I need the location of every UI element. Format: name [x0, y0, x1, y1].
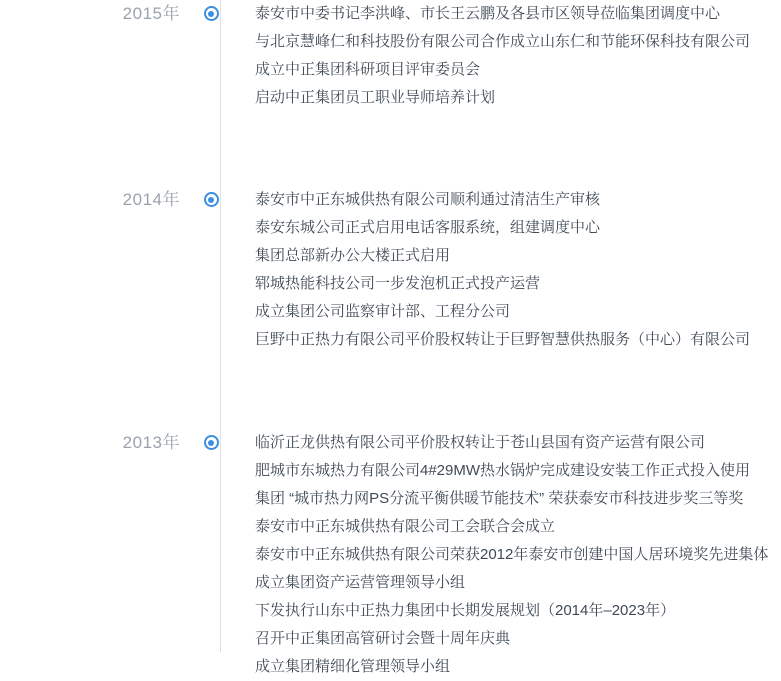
list-item: 成立集团公司监察审计部、工程分公司 [255, 303, 511, 320]
timeline-marker-icon [204, 6, 219, 21]
timeline-marker-icon [204, 192, 219, 207]
timeline-year-label: 2015年 [122, 4, 180, 23]
list-item: 与北京慧峰仁和科技股份有限公司合作成立山东仁和节能环保科技有限公司 [255, 33, 751, 50]
timeline-marker-column [200, 186, 222, 207]
timeline-marker-icon [204, 435, 219, 450]
timeline-marker-column [200, 0, 222, 21]
timeline-items [222, 186, 781, 354]
list-item: 启动中正集团员工职业导师培养计划 [255, 89, 496, 106]
list-item: 泰安市中正东城供热有限公司荣获2012年泰安市创建中国人居环境奖先进集体 [255, 546, 769, 563]
timeline-entry [0, 186, 781, 354]
list-item: 肥城市东城热力有限公司4#29MW热水锅炉完成建设安装工作正式投入使用 [255, 462, 751, 479]
list-item: 集团 “城市热力网PS分流平衡供暖节能技术” 荣获泰安市科技进步奖三等奖 [255, 490, 744, 507]
list-item: 巨野中正热力有限公司平价股权转让于巨野智慧供热服务（中心）有限公司 [255, 331, 751, 348]
list-item: 集团总部新办公大楼正式启用 [255, 247, 451, 264]
timeline-entry [0, 429, 781, 681]
list-item: 成立集团精细化管理领导小组 [255, 658, 451, 675]
list-item: 泰安市中正东城供热有限公司工会联合会成立 [255, 518, 556, 535]
list-item: 泰安东城公司正式启用电话客服系统，组建调度中心 [255, 219, 601, 236]
timeline-year-column [0, 186, 200, 214]
timeline-items [222, 429, 781, 681]
timeline-entry [0, 0, 781, 112]
timeline-year-column [0, 0, 200, 28]
list-item: 临沂正龙供热有限公司平价股权转让于苍山县国有资产运营有限公司 [255, 434, 706, 451]
timeline-items [222, 0, 781, 112]
list-item: 泰安市中正东城供热有限公司顺利通过清洁生产审核 [255, 191, 601, 208]
timeline-year-column [0, 429, 200, 457]
list-item: 郓城热能科技公司一步发泡机正式投产运营 [255, 275, 541, 292]
timeline-year-label: 2013年 [122, 433, 180, 452]
list-item: 泰安市中委书记李洪峰、市长王云鹏及各县市区领导莅临集团调度中心 [255, 5, 721, 22]
list-item: 召开中正集团高管研讨会暨十周年庆典 [255, 630, 511, 647]
timeline-marker-column [200, 429, 222, 450]
list-item: 下发执行山东中正热力集团中长期发展规划（2014年–2023年） [255, 602, 676, 619]
timeline-year-label: 2014年 [122, 190, 180, 209]
list-item: 成立集团资产运营管理领导小组 [255, 574, 466, 591]
list-item: 成立中正集团科研项目评审委员会 [255, 61, 481, 78]
